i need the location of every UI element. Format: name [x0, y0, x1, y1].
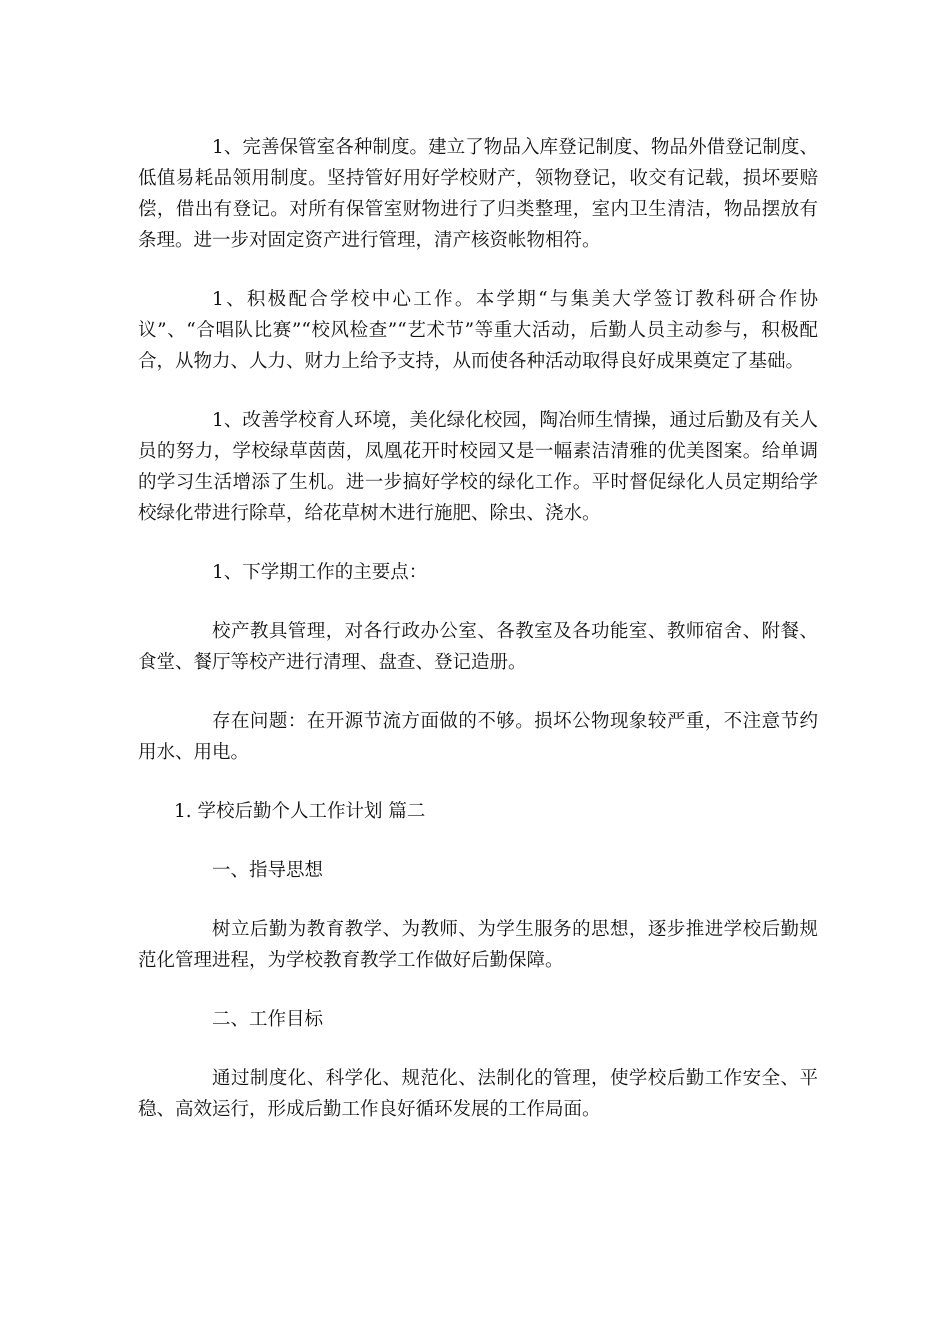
section-title: 1. 学校后勤个人工作计划 篇二 [174, 801, 426, 822]
paragraph-asset-management: 校产教具管理，对各行政办公室、各教室及各功能室、教师宿舍、附餐、食堂、餐厅等校产进行清理、盘查、登记造册。 [138, 621, 818, 673]
paragraph-next-term-points: 1、下学期工作的主要点： [212, 562, 428, 583]
paragraph-guiding-thought: 树立后勤为教育教学、为教师、为学生服务的思想，逐步推进学校后勤规范化管理进程，为学校教育教学工作做好后勤保障。 [138, 919, 818, 971]
paragraph-storage-system: 1、完善保管室各种制度。建立了物品入库登记制度、物品外借登记制度、低值易耗品领用制度。坚持管好用好学校财产，领物登记，收交有记载，损坏要赔偿，借出有登记。对所有保管室财物进行了归类整理，室内卫生清洁，物品摆放有条理。进一步对固定资产进行管理，清产核资帐物相符。 [138, 137, 818, 251]
paragraph-school-center-work: 1、积极配合学校中心工作。本学期“与集美大学签订教科研合作协议”、“合唱队比赛”“校风检查”“艺术节”等重大活动，后勤人员主动参与，积极配合，从物力、人力、财力上给予支持，从而使各种活动取得良好成果奠定了基础。 [138, 289, 818, 372]
heading-guiding-thought: 一、指导思想 [212, 860, 324, 881]
paragraph-campus-greening: 1、改善学校育人环境，美化绿化校园，陶冶师生情操，通过后勤及有关人员的努力，学校绿草茵茵，凤凰花开时校园又是一幅素洁清雅的优美图案。给单调的学习生活增添了生机。进一步搞好学校的绿化工作。平时督促绿化人员定期给学校绿化带进行除草，给花草树木进行施肥、除虫、浇水。 [138, 410, 818, 524]
paragraph-existing-problems: 存在问题：在开源节流方面做的不够。损坏公物现象较严重，不注意节约用水、用电。 [138, 711, 818, 763]
document-body [138, 132, 818, 1153]
heading-work-goal: 二、工作目标 [212, 1009, 324, 1030]
paragraph-work-goal: 通过制度化、科学化、规范化、法制化的管理，使学校后勤工作安全、平稳、高效运行，形成后勤工作良好循环发展的工作局面。 [138, 1068, 818, 1120]
